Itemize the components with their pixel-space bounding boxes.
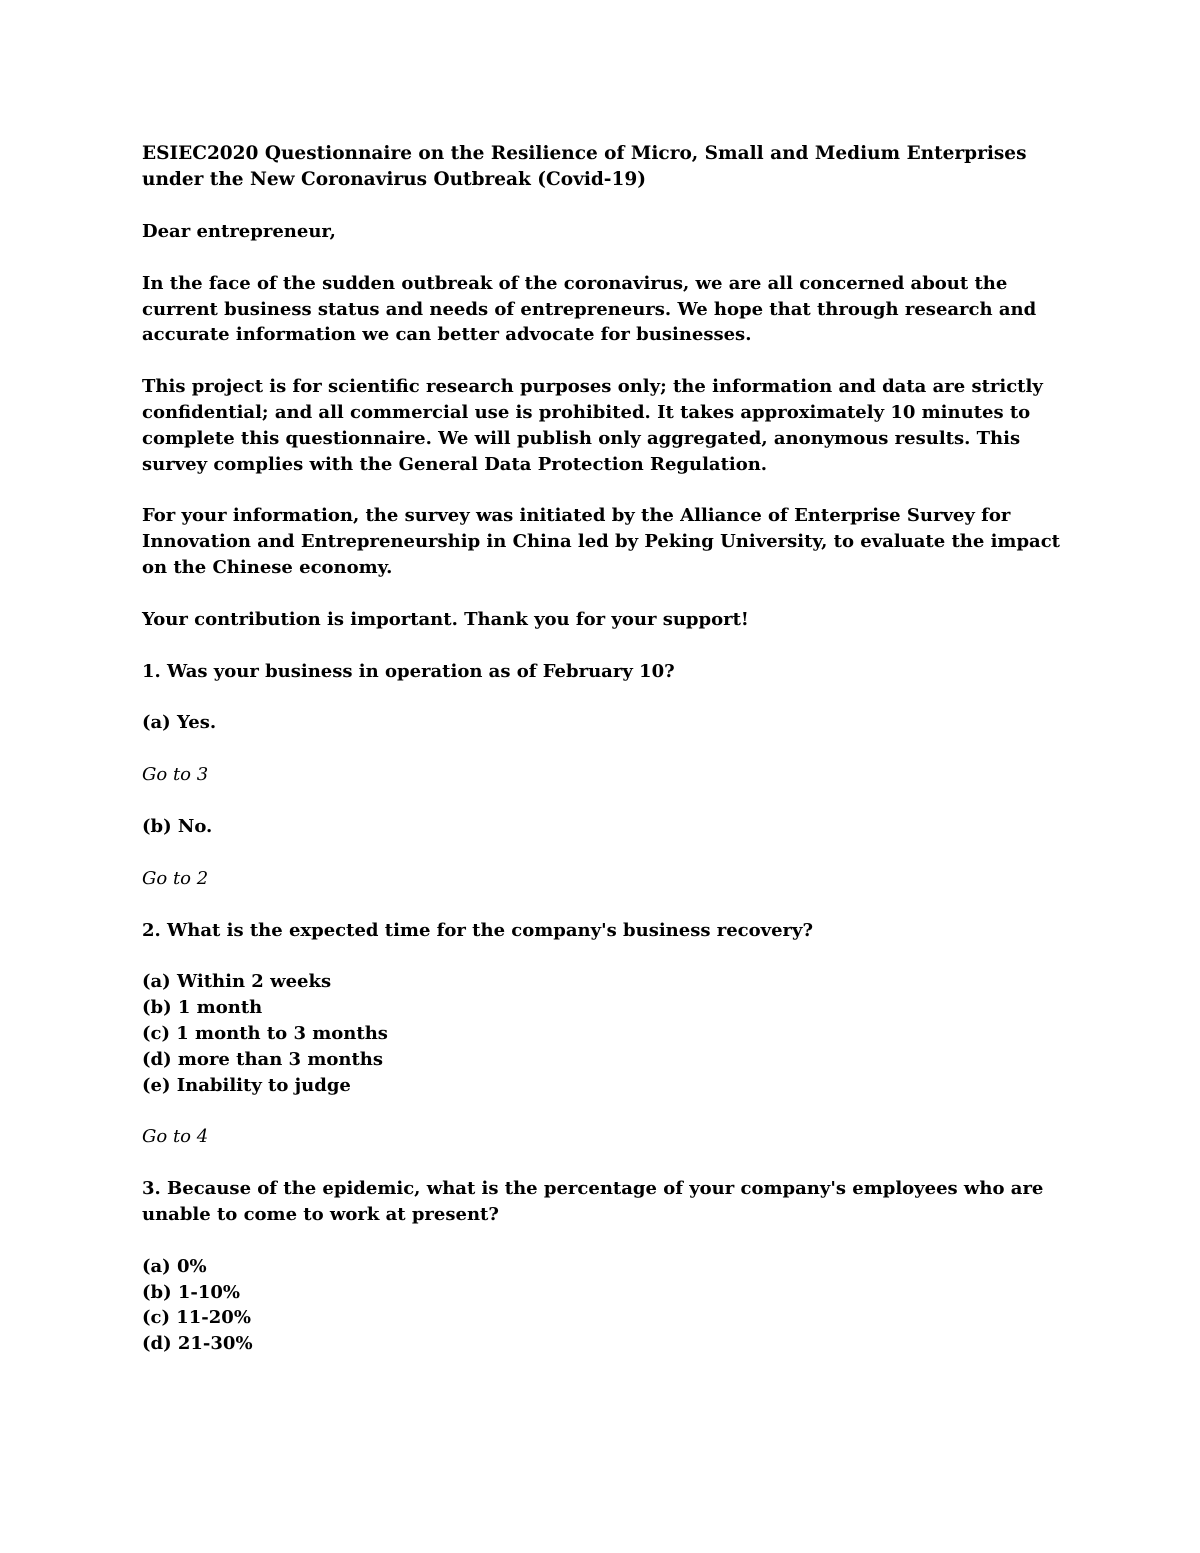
question-3-option-a: (a) 0% <box>142 1255 207 1277</box>
question-2-options <box>142 969 1072 1098</box>
document-title: ESIEC2020 Questionnaire on the Resilience of Micro, Small and Medium Enterprises under the New Coronavirus Outbreak (Covid-19) <box>142 143 1027 190</box>
question-1-goto-a: Go to 3 <box>142 764 209 786</box>
question-2-goto: Go to 4 <box>142 1126 209 1148</box>
question-3-option-d: (d) 21-30% <box>142 1333 253 1355</box>
question-1-goto-b: Go to 2 <box>142 867 209 889</box>
question-2-option-d: (d) more than 3 months <box>142 1048 384 1070</box>
question-3-options <box>142 1254 1072 1357</box>
question-3-option-c: (c) 11-20% <box>142 1307 251 1329</box>
question-1: 1. Was your business in operation as of February 10? <box>142 660 675 682</box>
question-2: 2. What is the expected time for the company's business recovery? <box>142 919 814 941</box>
intro-paragraph-2: This project is for scientific research purposes only; the information and data are strictly confidential; and all commercial use is prohibited. It takes approximately 10 minutes to complete this questionnaire. We will publish only aggregated, anonymous results. This survey complies with the General Data Protection Regulation. <box>142 376 1043 475</box>
question-2-option-e: (e) Inability to judge <box>142 1074 351 1096</box>
question-2-option-a: (a) Within 2 weeks <box>142 971 332 993</box>
question-3-option-b: (b) 1-10% <box>142 1281 241 1303</box>
intro-paragraph-4: Your contribution is important. Thank you for your support! <box>142 608 749 630</box>
intro-paragraph-3: For your information, the survey was initiated by the Alliance of Enterprise Survey for Innovation and Entrepreneurship in China led by Peking University, to evaluate the impact on the Chinese economy. <box>142 505 1060 578</box>
greeting: Dear entrepreneur, <box>142 221 336 242</box>
question-2-option-c: (c) 1 month to 3 months <box>142 1022 388 1044</box>
question-3: 3. Because of the epidemic, what is the percentage of your company's employees who are unable to come to work at present? <box>142 1178 1044 1225</box>
document-page <box>142 141 1072 1383</box>
intro-paragraph-1: In the face of the sudden outbreak of the coronavirus, we are all concerned about the current business status and needs of entrepreneurs. We hope that through research and accurate information we can better advocate for businesses. <box>142 272 1037 346</box>
question-1-option-a: (a) Yes. <box>142 712 217 734</box>
question-2-option-b: (b) 1 month <box>142 997 263 1019</box>
question-1-option-b: (b) No. <box>142 815 213 837</box>
